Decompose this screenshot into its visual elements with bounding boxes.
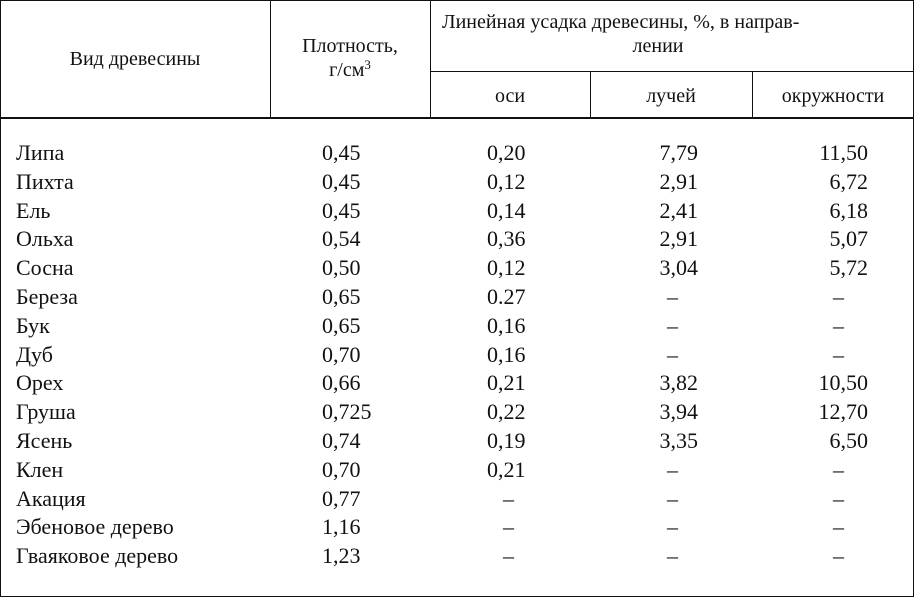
table-row [0, 224, 914, 253]
cell-rays: 3,82 [659, 370, 698, 396]
cell-density: 0,65 [322, 284, 361, 309]
cell-density: 0,725 [322, 399, 372, 425]
cell-rays: 3,35 [659, 428, 698, 453]
cell-density: 0,54 [322, 226, 361, 252]
cell-circumference: 6,18 [829, 197, 868, 223]
table-row [0, 138, 914, 167]
table-row [0, 167, 914, 196]
cell-density: 1,16 [322, 514, 361, 540]
cell-species: Береза [16, 284, 78, 309]
table-row [0, 397, 914, 426]
cell-species: Сосна [16, 255, 74, 281]
cell-density: 0,70 [322, 341, 361, 367]
header-bottom-rule [0, 117, 914, 119]
cell-density: 0,74 [322, 428, 361, 453]
table-row [0, 340, 914, 369]
cell-axis: 0,21 [487, 456, 526, 482]
cell-circumference: 12,70 [818, 399, 868, 425]
table-row [0, 368, 914, 397]
cell-axis: 0,16 [487, 341, 526, 367]
cell-circumference: 5,07 [829, 226, 868, 252]
cell-density: 0,45 [322, 168, 361, 194]
cell-species: Ольха [16, 226, 74, 252]
cell-density: 0,50 [322, 255, 361, 281]
table-row [0, 512, 914, 541]
cell-species: Акация [16, 485, 86, 511]
cell-circumference: 11,50 [819, 140, 868, 165]
header-subdivider [430, 71, 914, 72]
cell-species: Ель [16, 197, 51, 223]
cell-rays: 2,91 [659, 226, 698, 252]
cell-rays: 3,04 [659, 255, 698, 281]
cell-rays: 3,94 [659, 399, 698, 425]
header-density [270, 34, 430, 82]
cell-axis: 0,19 [487, 428, 526, 453]
cell-species: Эбеновое дерево [16, 514, 174, 540]
header-shrinkage-line1: Линейная усадка древесины, %, в направ- [442, 11, 800, 33]
cell-species: Гваяковое дерево [16, 543, 179, 569]
header-species [0, 47, 270, 71]
header-density-line1: Плотность, [302, 35, 398, 57]
cell-species: Груша [16, 399, 76, 425]
cell-axis: – [503, 514, 514, 540]
cell-circumference: – [833, 284, 844, 309]
cell-axis: 0,16 [487, 312, 526, 338]
cell-species: Ясень [16, 428, 73, 453]
table-row [0, 282, 914, 311]
cell-species: Бук [16, 312, 50, 338]
header-density-line2: $г/см^3$ [329, 57, 371, 81]
table-row [0, 541, 914, 570]
cell-density: 0,65 [322, 312, 361, 338]
table-row [0, 455, 914, 484]
header-rays: лучей [646, 85, 696, 107]
cell-axis: 0,14 [487, 197, 526, 223]
cell-axis: 0,12 [487, 168, 526, 194]
cell-circumference: – [833, 514, 844, 540]
cell-rays: – [667, 514, 678, 540]
header-axis: оси [494, 85, 526, 107]
cell-axis: 0,36 [487, 226, 526, 252]
table-row [0, 311, 914, 340]
cell-rays: – [667, 312, 678, 338]
cell-axis: – [503, 485, 514, 511]
table-row [0, 484, 914, 513]
cell-density: 0,77 [322, 485, 361, 511]
cell-axis: – [503, 543, 514, 569]
header-species-label: Вид древесины [69, 48, 201, 70]
cell-rays: – [667, 543, 678, 569]
table-row [0, 426, 914, 455]
header-circumference: окружности [781, 85, 885, 107]
cell-species: Дуб [16, 341, 53, 367]
cell-density: 0,66 [322, 370, 361, 396]
cell-density: 0,45 [322, 197, 361, 223]
cell-rays: – [667, 485, 678, 511]
cell-species: Липа [16, 140, 65, 165]
cell-rays: – [667, 456, 678, 482]
cell-circumference: 10,50 [818, 370, 868, 396]
cell-density: 0,45 [322, 140, 361, 165]
cell-circumference: – [833, 485, 844, 511]
cell-circumference: – [833, 543, 844, 569]
cell-axis: 0,22 [487, 399, 526, 425]
table-row [0, 253, 914, 282]
cell-circumference: – [833, 456, 844, 482]
cell-rays: 7,79 [659, 140, 698, 165]
cell-density: 0,70 [322, 456, 361, 482]
cell-axis: 0,21 [487, 370, 526, 396]
table-row [0, 196, 914, 225]
cell-circumference: 5,72 [829, 255, 868, 281]
cell-axis: 0,20 [487, 140, 526, 165]
cell-circumference: – [833, 312, 844, 338]
cell-circumference: 6,50 [829, 428, 868, 453]
cell-rays: 2,41 [659, 197, 698, 223]
cell-axis: 0.27 [487, 284, 526, 309]
header-shrinkage [430, 10, 914, 58]
cell-rays: 2,91 [659, 168, 698, 194]
cell-rays: – [667, 284, 678, 309]
cell-species: Клен [16, 456, 64, 482]
cell-circumference: – [833, 341, 844, 367]
cell-species: Пихта [16, 168, 74, 194]
cell-circumference: 6,72 [829, 168, 868, 194]
cell-species: Орех [16, 370, 64, 396]
header-shrinkage-line2: лении [632, 35, 684, 57]
cell-density: 1,23 [322, 543, 361, 569]
cell-axis: 0,12 [487, 255, 526, 281]
cell-rays: – [667, 341, 678, 367]
